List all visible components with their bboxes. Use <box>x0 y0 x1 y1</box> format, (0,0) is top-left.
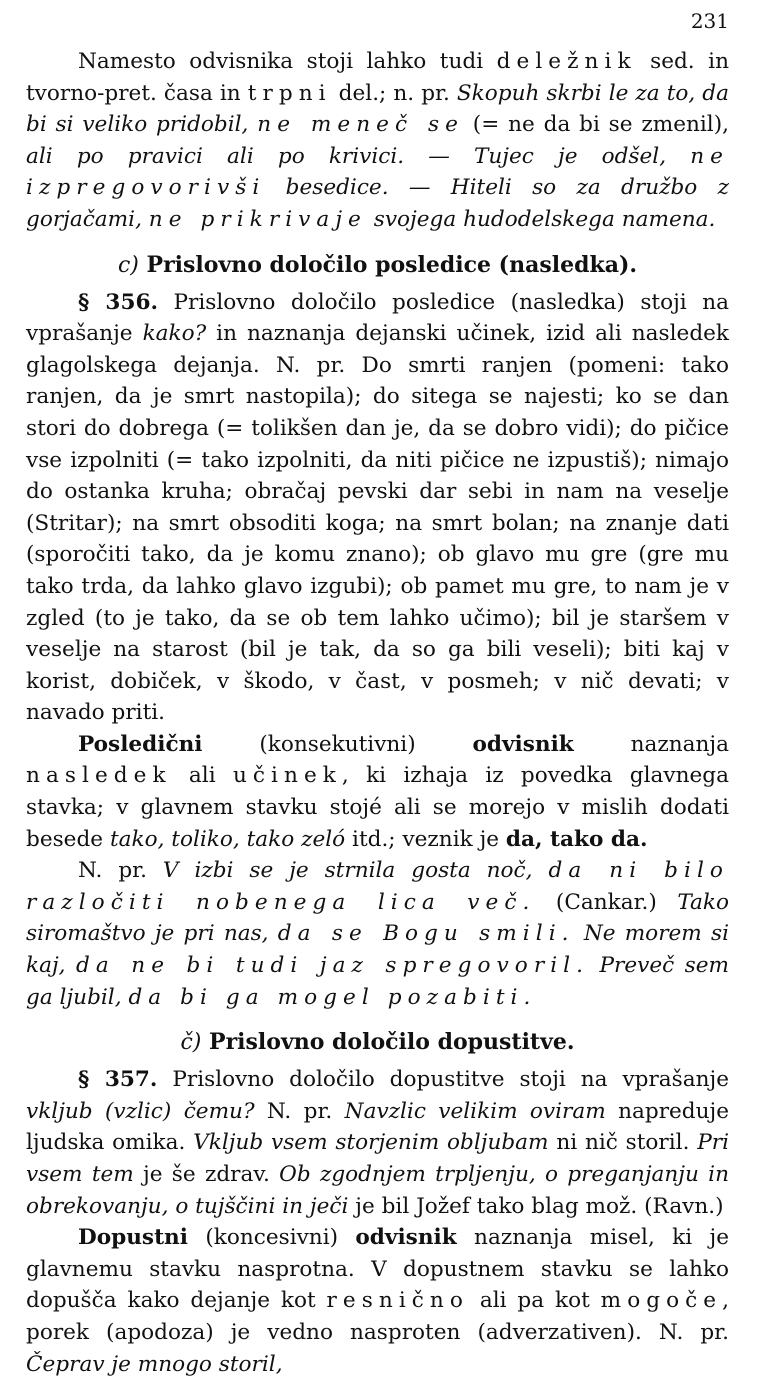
example-italic: Ne morem si kaj, <box>26 921 729 979</box>
spaced-term: nasledek <box>26 763 172 789</box>
heading-title: Prislovno določilo posledice (nasledka). <box>146 251 638 278</box>
section-number: § 357. <box>78 1067 158 1093</box>
example-italic: V izbi se je strnila gosta noč, <box>162 858 549 884</box>
example-spaced: ne meneč se <box>257 112 464 138</box>
text-run: (konsekutivni) <box>202 731 473 757</box>
paragraph-participle <box>26 46 729 236</box>
term-bold: odvisnik <box>355 1225 457 1251</box>
example-spaced: da bi ga mogel pozabiti. <box>128 984 537 1010</box>
example-italic: Pri vsem tem <box>26 1130 730 1187</box>
words-italic: tako, toliko, tako zeló <box>109 826 346 852</box>
spaced-term: mogoče <box>600 1288 723 1314</box>
text-run: itd.; veznik je <box>345 826 506 852</box>
text-run: naznanja <box>573 731 729 757</box>
text-run: , porek (apodoza) je vedno nasproten (adverzativen). N. pr. <box>26 1288 730 1345</box>
text-run <box>575 921 584 946</box>
text-run: (= ne da bi se zmenil), <box>463 112 729 138</box>
example-spaced: ne izpregovorivši <box>26 143 729 201</box>
text-run: je bil Jožef tako blag mož. (Ravn.) <box>348 1193 724 1219</box>
example-italic: Vkljub vsem storjenim obljubam <box>193 1130 549 1156</box>
example-italic: Tako siromaštvo je pri nas, <box>26 889 729 947</box>
text-run: (Cankar.) <box>535 889 678 915</box>
paragraph-consecutive-clause <box>26 729 729 855</box>
conjunction-bold: da, tako da. <box>505 826 648 852</box>
text-run: naznanja misel, ki je glavnemu stavku nasprotna. V dopustnem stavku se lahko dopušča kako dejanje kot <box>26 1225 729 1314</box>
text-run: N. pr. <box>254 1098 345 1124</box>
question-italic: vkljub (vzlic) čemu? <box>26 1098 255 1124</box>
example-italic: Čeprav je mnogo storil, <box>26 1351 283 1377</box>
paragraph-consecutive-examples <box>26 855 729 1013</box>
example-italic: svojega hudodelskega namena. <box>366 206 716 232</box>
section-heading-concession <box>26 1027 729 1058</box>
text-run: in naznanja dejanski učinek, izid ali nasledek glagolskega dejanja. N. pr. Do smrti ranjen (pomeni: tako ranjen, da je smrt nastopila); do sitega se najesti; ko se dan stori do dobrega (= tolikšen dan je, da se dobro vidi); do pičice vse izpolniti (= tako izpolniti, da niti pičice ne izpustiš); nimajo do ostanka kruha; obračaj pevski dar sebi in nam na veselje (Stritar); na smrt obsoditi koga; na smrt bolan; na znanje dati (sporočiti tako, da je komu znano); ob glavo mu gre (gre mu tako trda, da lahko glavo izgubi); ob pamet mu gre, to nam je v zgled (to je tako, da se ob tem lahko učimo); bil je staršem v veselje na starost (bil je tak, da so ga bili veseli); biti kaj v korist, dobiček, v škodo, v čast, v posmeh; v nič devati; v navado priti. <box>26 321 730 726</box>
spaced-term: deležnik <box>496 49 637 74</box>
example-italic: Preveč sem ga ljubil, <box>26 953 729 1010</box>
text-run: napreduje ljudska omika. <box>26 1098 730 1156</box>
text-run: sed. in tvorno-pret. časa in <box>26 49 729 106</box>
text-run: , ki izhaja iz povedka glavnega stavka; v glavnem stavku stojé ali se morejo v mislih dodati besede <box>26 763 729 852</box>
page-body <box>26 46 729 1380</box>
spaced-term: trpni <box>247 80 332 106</box>
paragraph-357 <box>26 1064 729 1222</box>
text-run: Namesto odvisnika stoji lahko tudi <box>78 49 497 74</box>
term-bold: Dopustni <box>78 1225 188 1251</box>
question-italic: kako? <box>142 321 207 347</box>
spaced-term: učinek <box>232 763 342 789</box>
page-number: 231 <box>690 9 729 33</box>
example-italic: Ob zgodnjem trpljenju, o preganjanju in obrekovanju, o tujščini in ječi <box>26 1162 729 1219</box>
text-run: N. pr. <box>78 858 163 884</box>
text-run: (koncesivni) <box>187 1225 356 1251</box>
example-spaced: ne prikrivaje <box>148 206 367 232</box>
section-heading-consequence <box>26 250 729 281</box>
text-run: Prislovno določilo posledice (nasledka) stoji na vprašanje <box>26 289 729 347</box>
text-run: ali <box>171 763 233 789</box>
text-run <box>589 953 599 978</box>
heading-letter: č) <box>180 1030 202 1056</box>
text-run: ali pa kot <box>468 1288 601 1314</box>
section-number: § 356. <box>78 289 159 315</box>
example-spaced: da se Bogu smili. <box>277 921 575 947</box>
term-bold: Posledični <box>78 731 203 757</box>
heading-title: Prislovno določilo dopustitve. <box>209 1029 575 1056</box>
text-run: ni nič storil. <box>548 1130 698 1156</box>
example-italic: Skopuh skrbi le za to, da bi si veliko pridobil, <box>26 80 730 138</box>
example-italic: ali po pravici ali po krivici. — Tujec je odšel, <box>26 143 691 169</box>
example-spaced: da ne bi tudi jaz spregovoril. <box>75 953 590 979</box>
heading-letter: c) <box>117 252 139 278</box>
term-bold: odvisnik <box>472 731 574 757</box>
paragraph-356 <box>26 287 729 729</box>
paragraph-concessive-clause <box>26 1222 729 1380</box>
text-run: je še zdrav. <box>133 1162 280 1187</box>
text-run: Prislovno določilo dopustitve stoji na vprašanje <box>157 1067 729 1093</box>
text-run: del.; n. pr. <box>331 80 457 106</box>
example-spaced: da ni bilo razločiti nobenega lica več. <box>26 858 729 915</box>
spaced-term: resnično <box>326 1288 469 1314</box>
example-italic: besedice. — Hiteli so za družbo z gorjačami, <box>26 175 729 232</box>
example-italic: Navzlic velikim oviram <box>344 1098 606 1124</box>
